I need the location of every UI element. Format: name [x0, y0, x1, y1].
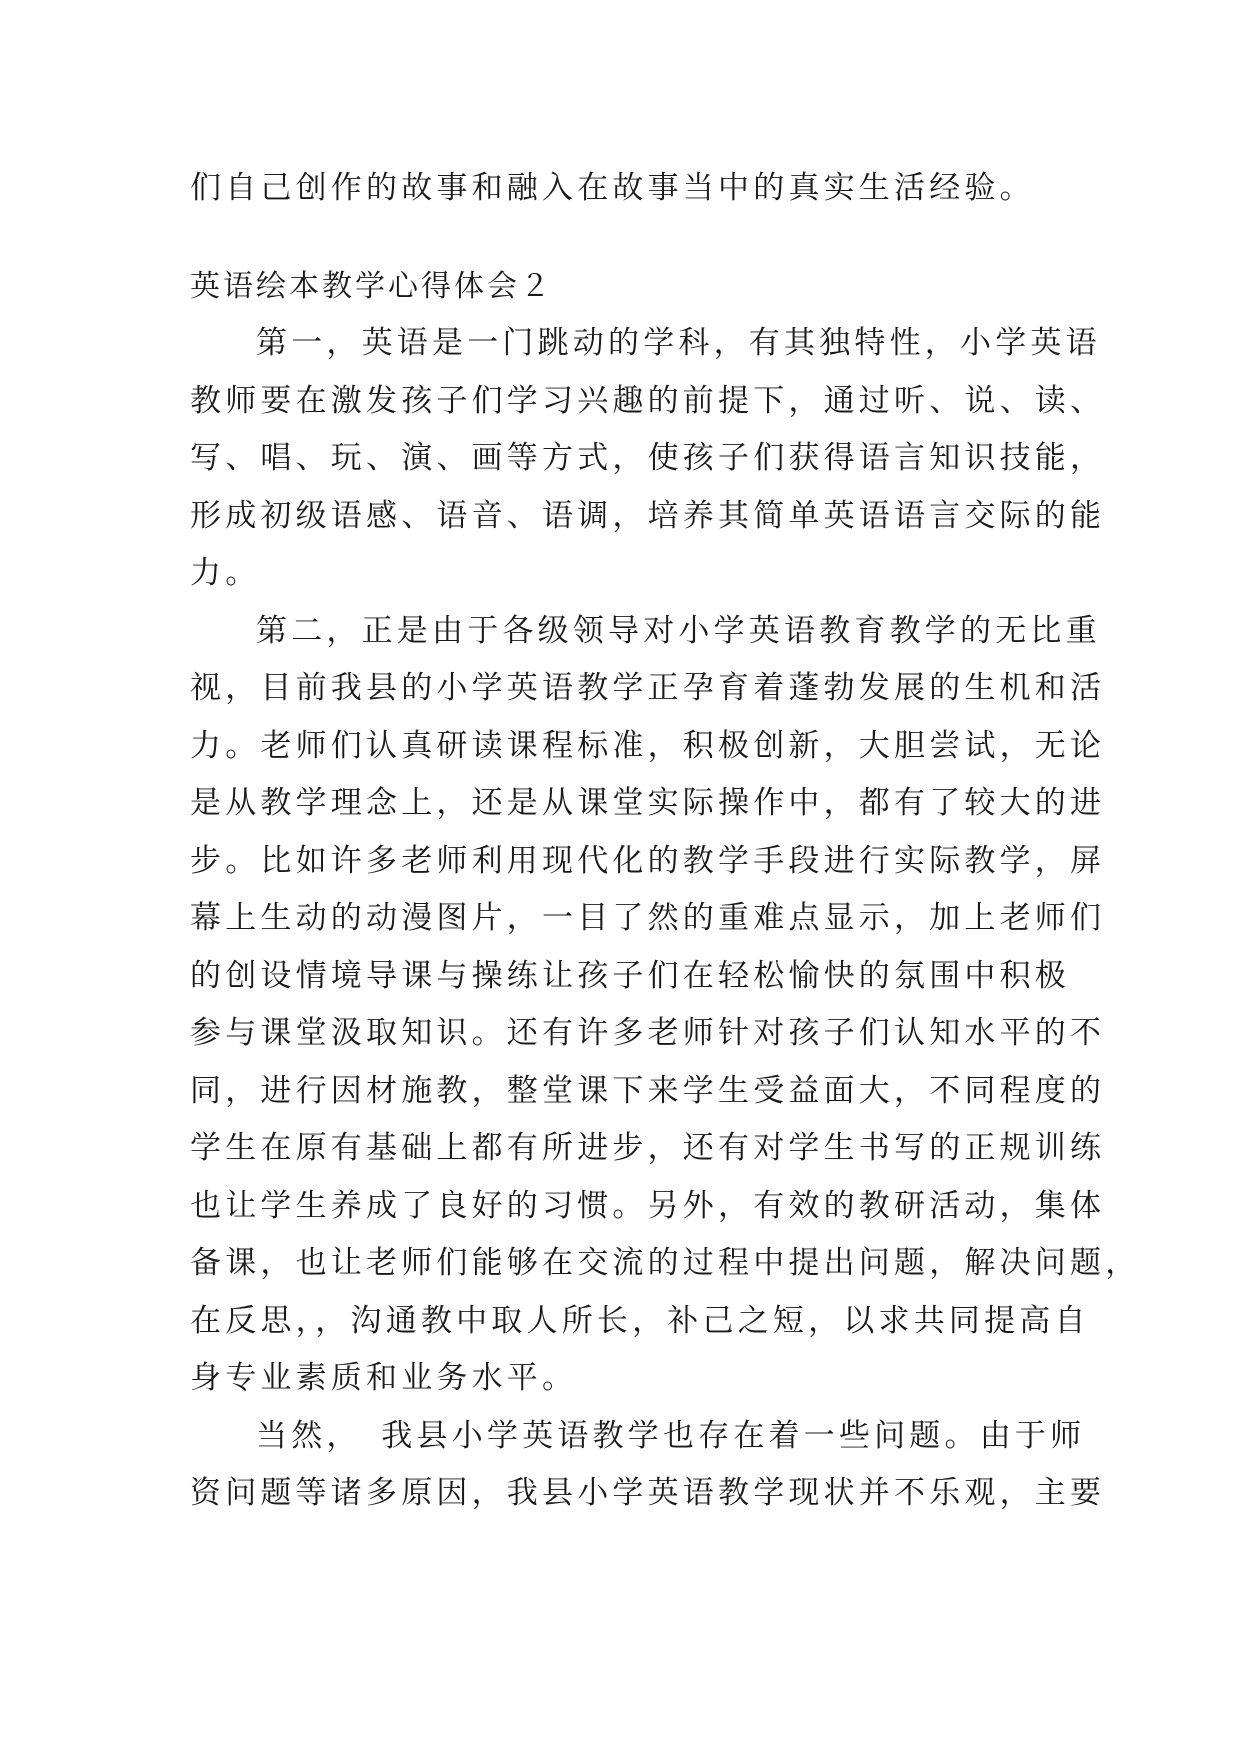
text-line: 是从教学理念上，还是从课堂实际操作中，都有了较大的进	[190, 785, 1106, 821]
text-line: 也让学生养成了良好的习惯。另外，有效的教研活动，集体	[190, 1187, 1106, 1224]
section-gap	[190, 218, 1052, 258]
text-line: 第一，英语是一门跳动的学科，有其独特性，小学英语	[256, 325, 1101, 361]
section-title: 英语绘本教学心得体会２	[190, 268, 553, 304]
text-line: 身专业素质和业务水平。	[190, 1360, 578, 1396]
text-column	[190, 160, 1141, 1523]
text-line: 们自己创作的故事和融入在故事当中的真实生活经验。	[190, 170, 1035, 206]
text-line: 力。	[190, 555, 261, 591]
text-line: 的创设情境导课与操练让孩子们在轻松愉快的氛围中积极	[190, 957, 1070, 994]
paragraph-2	[190, 603, 1141, 1408]
text-line: 资问题等诸多原因，我县小学英语教学现状并不乐观，主要	[190, 1475, 1106, 1511]
paragraph-3	[190, 1408, 1106, 1523]
text-line: 步。比如许多老师利用现代化的教学手段进行实际教学，屏	[190, 842, 1106, 879]
text-line: 当然， 我县小学英语教学也存在着一些问题。由于师	[256, 1417, 1086, 1454]
text-line: 幕上生动的动漫图片，一目了然的重难点显示，加上老师们	[190, 900, 1106, 936]
text-line: 形成初级语感、语音、语调，培养其简单英语语言交际的能	[190, 497, 1106, 534]
text-line: 视，目前我县的小学英语教学正孕育着蓬勃发展的生机和活	[190, 670, 1106, 706]
carryover-paragraph	[190, 160, 1052, 218]
text-line: 第二，正是由于各级领导对小学英语教育教学的无比重	[256, 612, 1101, 649]
text-line: 写、唱、玩、演、画等方式，使孩子们获得语言知识技能，	[190, 440, 1106, 476]
text-line: 同，进行因材施教，整堂课下来学生受益面大，不同程度的	[190, 1072, 1106, 1109]
paragraph-1	[190, 315, 1106, 603]
text-line: 备课，也让老师们能够在交流的过程中提出问题，解决问题，	[190, 1245, 1141, 1281]
text-line: 参与课堂汲取知识。还有许多老师针对孩子们认知水平的不	[190, 1015, 1106, 1051]
text-line: 在反思，，沟通教中取人所长，补己之短，以求共同提高自	[190, 1302, 1090, 1339]
text-line: 教师要在激发孩子们学习兴趣的前提下，通过听、说、读、	[190, 382, 1106, 419]
text-line: 学生在原有基础上都有所进步，还有对学生书写的正规训练	[190, 1130, 1106, 1166]
text-line: 力。老师们认真研读课程标准，积极创新，大胆尝试，无论	[190, 727, 1106, 764]
